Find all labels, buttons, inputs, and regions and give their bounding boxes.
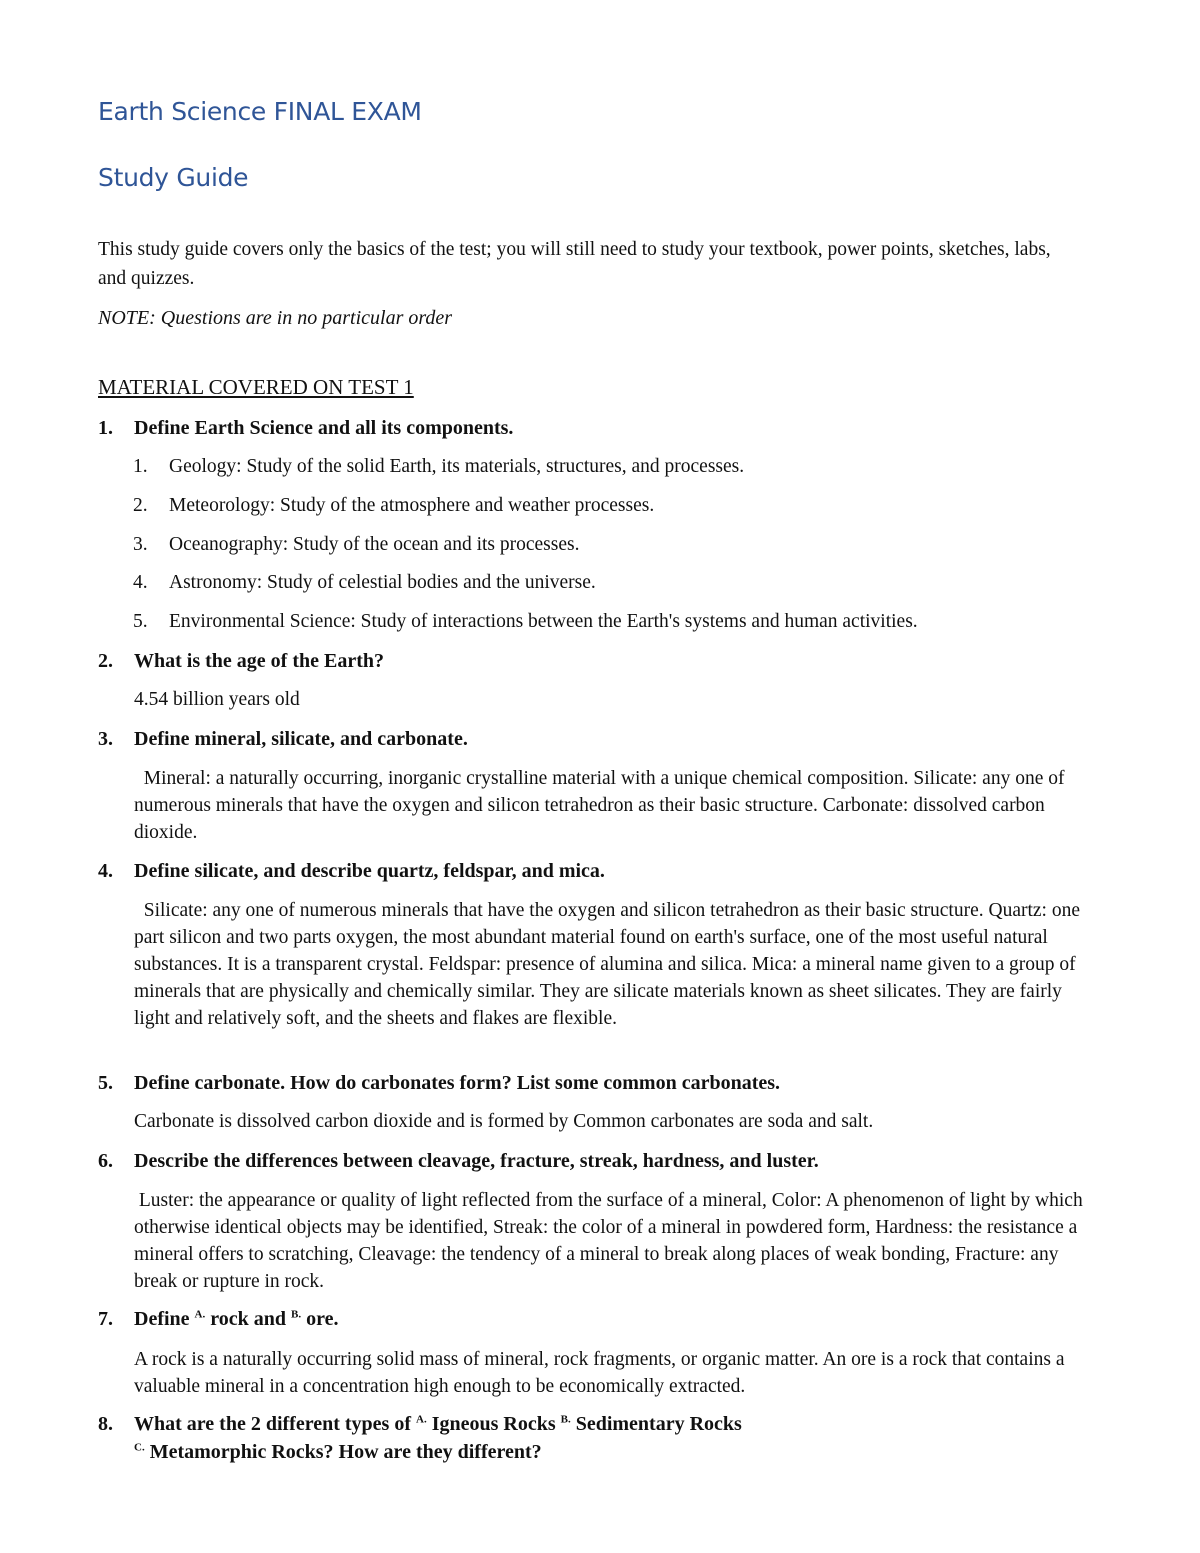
question-text: Define Earth Science and all its components. (134, 417, 514, 439)
question-number: 7. (98, 1308, 113, 1330)
question-text: Define carbonate. How do carbonates form? List some common carbonates. (134, 1072, 781, 1094)
question-number: 6. (98, 1150, 113, 1172)
question-number: 8. (98, 1413, 113, 1435)
intro-paragraph: This study guide covers only the basics of the test; you will still need to study your textbook, power points, sketches, labs, and quizzes. (98, 239, 1051, 289)
list-item: Geology: Study of the solid Earth, its materials, structures, and processes. (169, 456, 745, 477)
list-item-number: 4. (133, 572, 148, 593)
list-item: Oceanography: Study of the ocean and its processes. (169, 534, 580, 555)
question-number: 2. (98, 650, 113, 672)
answer-text: Carbonate is dissolved carbon dioxide and is formed by Common carbonates are soda and salt. (134, 1111, 874, 1132)
question-number: 4. (98, 860, 113, 882)
list-item: Environmental Science: Study of interactions between the Earth's systems and human activities. (169, 611, 918, 632)
question-number: 1. (98, 417, 113, 439)
question-text: Describe the differences between cleavage, fracture, streak, hardness, and luster. (134, 1150, 819, 1172)
list-item: Astronomy: Study of celestial bodies and the universe. (169, 572, 596, 593)
question-text: Define silicate, and describe quartz, feldspar, and mica. (134, 860, 605, 882)
list-item-number: 3. (133, 534, 148, 555)
page-title: Earth Science FINAL EXAM (98, 97, 422, 126)
question-number: 5. (98, 1072, 113, 1094)
question-text-continued: $^{C.}$ Metamorphic Rocks? How are they different? (134, 1441, 542, 1463)
question-text: Define mineral, silicate, and carbonate. (134, 728, 468, 750)
question-text: What are the 2 different types of $^{A.}$ Igneous Rocks $^{B.}$ Sedimentary Rocks (134, 1413, 742, 1435)
answer-text: Luster: the appearance or quality of light reflected from the surface of a mineral, Color: A phenomenon of light by which otherwise identical objects may be identified, Streak: the color of a mineral in powdered form, Hardness: the resistance a mineral offers to scratching, Cleavage: the tendency of a mineral to break along places of weak bonding, Fracture: any break or rupture in rock. (134, 1190, 1083, 1292)
note-text: NOTE: Questions are in no particular order (98, 307, 453, 329)
question-number: 3. (98, 728, 113, 750)
section-title: MATERIAL COVERED ON TEST 1 (98, 375, 414, 399)
page-subtitle: Study Guide (98, 163, 249, 192)
list-item-number: 5. (133, 611, 148, 632)
question-text: What is the age of the Earth? (134, 650, 384, 672)
answer-text: 4.54 billion years old (134, 689, 300, 710)
answer-text: Silicate: any one of numerous minerals that have the oxygen and silicon tetrahedron as their basic structure. Quartz: one part silicon and two parts oxygen, the most abundant material found on earth's surface, one of the most useful natural substances. It is a transparent crystal. Feldspar: presence of alumina and silica. Mica: a mineral name given to a group of minerals that are physically and chemically similar. They are silicate materials known as sheet silicates. They are fairly light and relatively soft, and the sheets and flakes are flexible. (134, 900, 1080, 1029)
list-item-number: 2. (133, 495, 148, 516)
answer-text: A rock is a naturally occurring solid mass of mineral, rock fragments, or organic matter. An ore is a rock that contains a valuable mineral in a concentration high enough to be economically extracted. (134, 1349, 1065, 1397)
answer-text: Mineral: a naturally occurring, inorganic crystalline material with a unique chemical composition. Silicate: any one of numerous minerals that have the oxygen and silicon tetrahedron as their basic structure. Carbonate: dissolved carbon dioxide. (134, 768, 1065, 843)
question-text: Define $^{A.}$ rock and $^{B.}$ ore. (134, 1308, 339, 1330)
list-item: Meteorology: Study of the atmosphere and weather processes. (169, 495, 655, 516)
list-item-number: 1. (133, 456, 148, 477)
